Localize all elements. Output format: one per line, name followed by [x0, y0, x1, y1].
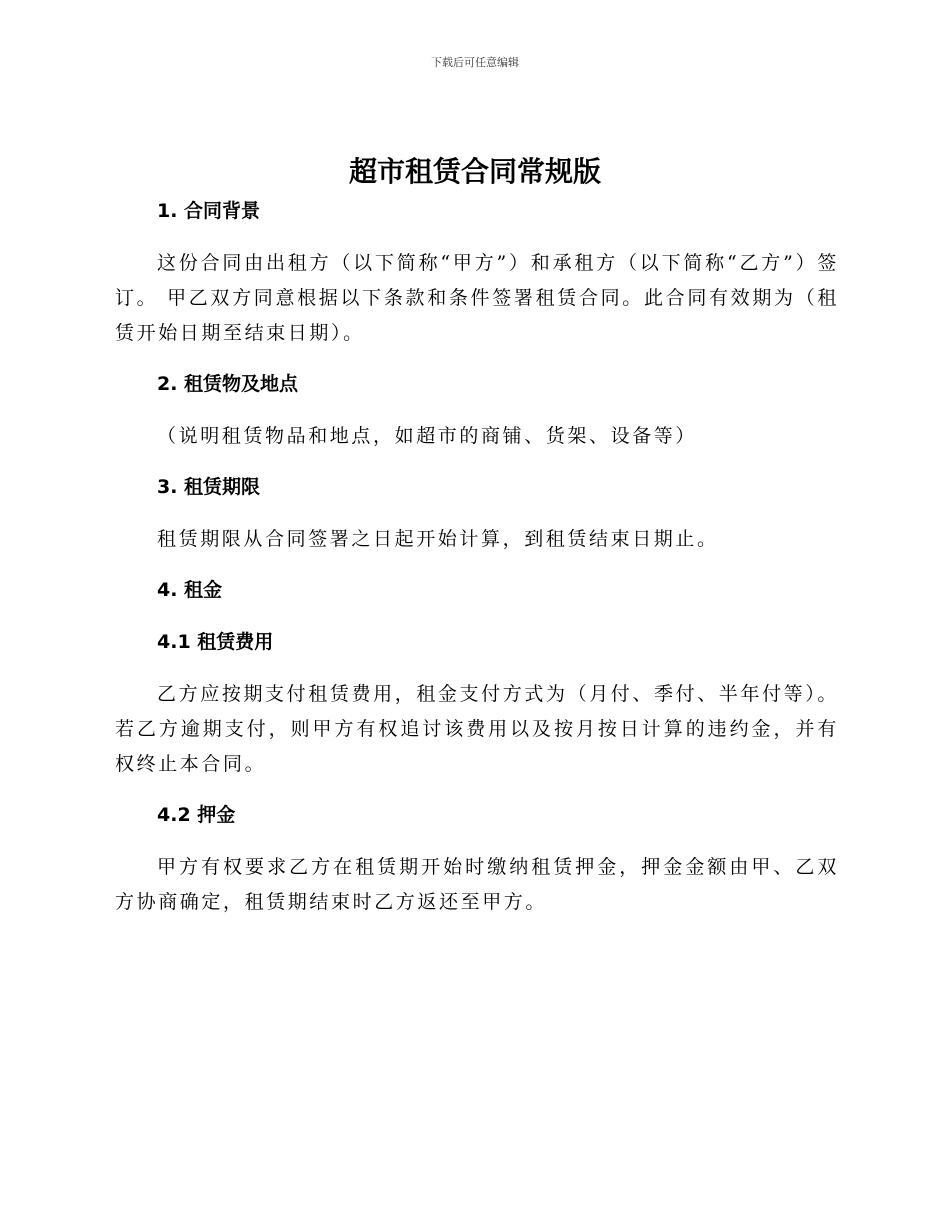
header-note: 下载后可任意编辑 — [431, 56, 519, 69]
document-title: 超市租赁合同常规版 — [348, 155, 601, 188]
section-heading-1: 1. 合同背景 — [157, 200, 261, 222]
section-heading-4-1: 4.1 租赁费用 — [157, 631, 274, 653]
section-body-4-2: 甲方有权要求乙方在租赁期开始时缴纳租赁押金，押金金额由甲、乙双方协商确定，租赁期结束时乙方返还至甲方。 — [115, 856, 839, 913]
section-heading-4: 4. 租金 — [157, 579, 223, 601]
section-body-4-1: 乙方应按期支付租赁费用，租金支付方式为（月付、季付、半年付等）。若乙方逾期支付，则甲方有权追讨该费用以及按月按日计算的违约金，并有权终止本合同。 — [115, 683, 839, 775]
section-body-1: 这份合同由出租方（以下简称“甲方”）和承租方（以下简称“乙方”）签订。 甲乙双方同意根据以下条款和条件签署租赁合同。此合同有效期为（租赁开始日期至结束日期）。 — [115, 252, 839, 344]
section-body-2: （说明租赁物品和地点，如超市的商铺、货架、设备等） — [157, 425, 698, 447]
document-body — [115, 194, 839, 936]
section-heading-2: 2. 租赁物及地点 — [157, 373, 299, 395]
section-heading-3: 3. 租赁期限 — [157, 476, 261, 498]
section-body-3: 租赁期限从合同签署之日起开始计算，到租赁结束日期止。 — [157, 528, 719, 550]
section-heading-4-2: 4.2 押金 — [157, 804, 236, 826]
